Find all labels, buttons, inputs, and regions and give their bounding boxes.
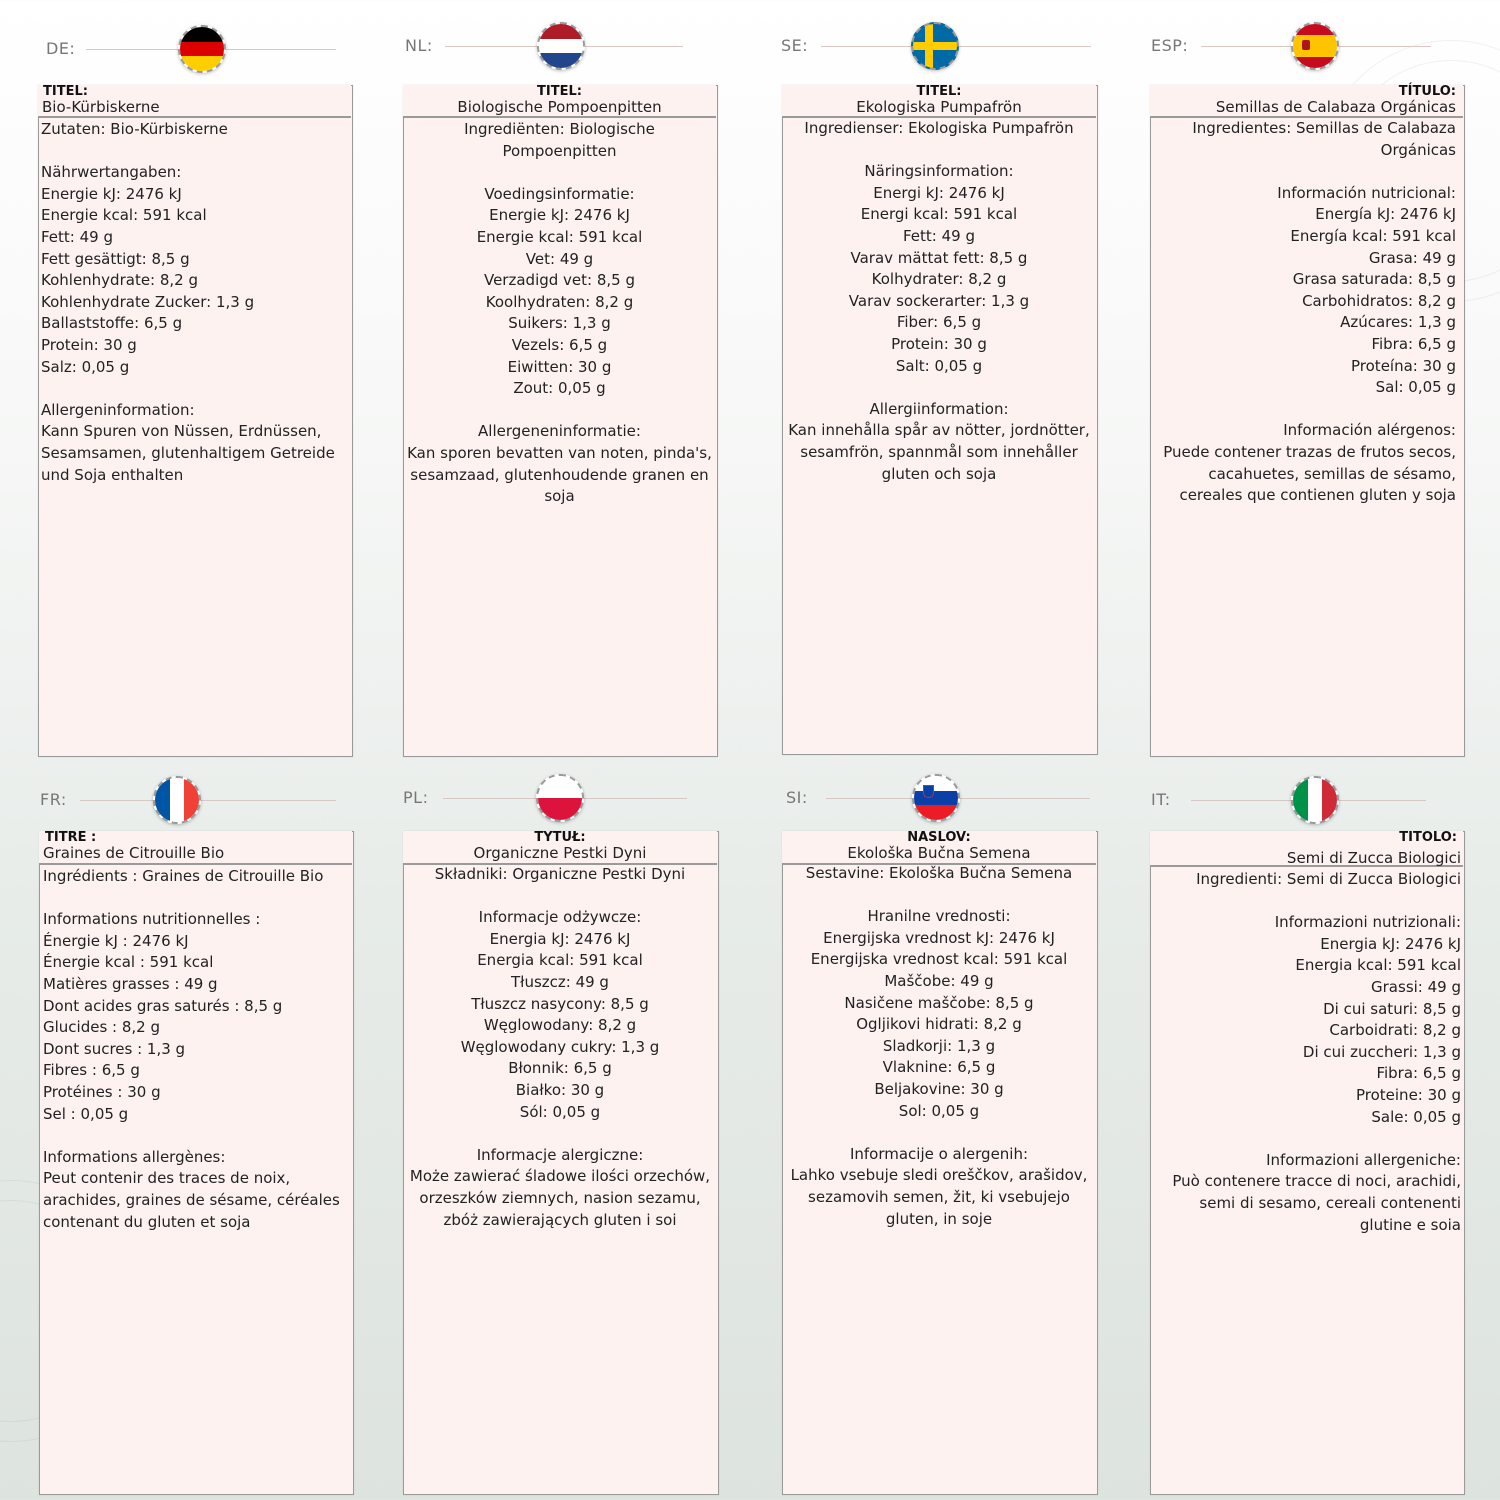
label-text-esp: Ingredientes: Semillas de Calabaza Orgánicas Información nutricional: Energía kJ: 2476 kJ Energía kcal: 591 kcal Grasa: 49 g Grasa saturada: 8,5 g Carbohidratos: 8,2 g Azúcares: 1,3 g Fibra: 6,5 g Proteína: 30 g Sal: 0,05 g Información alérgenos: Puede contener trazas de frutos secos, cacahuetes, semillas de sésamo, cereales que contienen gluten y soja bbox=[1163, 119, 1456, 505]
title-bar-se bbox=[782, 85, 1096, 118]
product-title: Biologische Pompoenpitten bbox=[457, 98, 662, 116]
label-text-fr: Ingrédients : Graines de Citrouille Bio Informations nutritionnelles : Énergie kJ : 2476 kJ Énergie kcal : 591 kcal Matières grasses : 49 g Dont acides gras saturés : 8,5 g Glucides : 8,2 g Dont sucres : 1,3 g Fibres : 6,5 g Protéines : 30 g Sel : 0,05 g Informations allergènes: Peut contenir des traces de noix, arachides, graines de sésame, céréales contenant du gluten et soja bbox=[43, 867, 340, 1231]
lang-header-nl bbox=[405, 20, 683, 72]
title-label: TITOLO: bbox=[1399, 830, 1457, 845]
title-label: TYTUŁ: bbox=[534, 830, 586, 845]
italy-flag-icon bbox=[1291, 776, 1339, 824]
lang-header-se bbox=[781, 20, 1091, 72]
product-title: Ekologiska Pumpafrön bbox=[856, 98, 1022, 116]
lang-header-esp bbox=[1151, 20, 1431, 72]
label-text-pl: Składniki: Organiczne Pestki Dyni Informacje odżywcze: Energia kJ: 2476 kJ Energia kcal: 591 kcal Tłuszcz: 49 g Tłuszcz nasycony: 8,5 g Węglowodany: 8,2 g Węglowodany cukry: 1,3 g Błonnik: 6,5 g Białko: 30 g Sól: 0,05 g Informacje alergiczne: Może zawierać śladowe ilości orzechów, orzeszków ziemnych, nasion sezamu, zbóż zawierających gluten i soi bbox=[409, 865, 711, 1229]
language-code: SI: bbox=[786, 788, 808, 807]
france-flag-icon bbox=[153, 776, 201, 824]
divider-line bbox=[80, 800, 336, 801]
germany-flag-icon bbox=[178, 25, 226, 73]
language-code: IT: bbox=[1151, 790, 1171, 809]
product-title: Semillas de Calabaza Orgánicas bbox=[1215, 98, 1456, 116]
netherlands-flag-icon bbox=[537, 22, 585, 70]
title-label: TITRE : bbox=[45, 830, 97, 845]
slovenia-flag-icon bbox=[912, 774, 960, 822]
title-bar-de bbox=[38, 85, 351, 118]
lang-header-fr bbox=[40, 774, 336, 826]
language-code: PL: bbox=[403, 788, 429, 807]
language-code: NL: bbox=[405, 36, 433, 55]
spain-flag-icon bbox=[1291, 22, 1339, 70]
poland-flag-icon bbox=[536, 774, 584, 822]
title-bar-fr bbox=[39, 831, 352, 865]
lang-header-it bbox=[1151, 774, 1426, 826]
product-title: Bio-Kürbiskerne bbox=[42, 98, 160, 116]
product-title: Organiczne Pestki Dyni bbox=[473, 844, 647, 862]
language-code: DE: bbox=[46, 39, 76, 58]
label-text-it: Ingredienti: Semi di Zucca Biologici Informazioni nutrizionali: Energia kJ: 2476 kJ Energia kcal: 591 kcal Grassi: 49 g Di cui saturi: 8,5 g Carboidrati: 8,2 g Di cui zuccheri: 1,3 g Fibra: 6,5 g Proteine: 30 g Sale: 0,05 g Informazioni allergeniche: Può contenere tracce di noci, arachidi, semi di sesamo, cereali contenenti glutine e soia bbox=[1172, 870, 1461, 1234]
title-label: TITEL: bbox=[537, 84, 582, 99]
product-title: Graines de Citrouille Bio bbox=[43, 844, 225, 862]
title-bar-si bbox=[782, 831, 1096, 865]
title-bar-esp bbox=[1150, 85, 1463, 118]
product-title: Ekološka Bučna Semena bbox=[847, 844, 1031, 862]
title-bar-it bbox=[1150, 831, 1463, 867]
sweden-flag-icon bbox=[911, 22, 959, 70]
language-code: FR: bbox=[40, 790, 67, 809]
lang-header-si bbox=[786, 772, 1090, 824]
title-bar-nl bbox=[403, 85, 716, 118]
title-label: TITEL: bbox=[916, 84, 962, 99]
label-text-de: Zutaten: Bio-Kürbiskerne Nährwertangaben: Energie kJ: 2476 kJ Energie kcal: 591 kcal Fett: 49 g Fett gesättigt: 8,5 g Kohlenhydrate: 8,2 g Kohlenhydrate Zucker: 1,3 g Ballaststoffe: 6,5 g Protein: 30 g Salz: 0,05 g Allergeninformation: Kann Spuren von Nüssen, Erdnüssen, Sesamsamen, glutenhaltigem Getreide und Soja enthalten bbox=[41, 120, 335, 484]
label-text-nl: Ingrediënten: Biologische Pompoenpitten Voedingsinformatie: Energie kJ: 2476 kJ Energie kcal: 591 kcal Vet: 49 g Verzadigd vet: 8,5 g Koolhydraten: 8,2 g Suikers: 1,3 g Vezels: 6,5 g Eiwitten: 30 g Zout: 0,05 g Allergeneninformatie: Kan sporen bevatten van noten, pinda's, sesamzaad, glutenhoudende granen en soja bbox=[407, 120, 712, 506]
language-code: SE: bbox=[781, 36, 809, 55]
label-text-se: Ingredienser: Ekologiska Pumpafrön Näringsinformation: Energi kJ: 2476 kJ Energi kcal: 591 kcal Fett: 49 g Varav mättat fett: 8,5 g Kolhydrater: 8,2 g Varav sockerarter: 1,3 g Fiber: 6,5 g Protein: 30 g Salt: 0,05 g Allergiinformation: Kan innehålla spår av nötter, jordnötter, sesamfrön, spannmål som innehåller gluten och soja bbox=[788, 119, 1090, 483]
title-label: TITEL: bbox=[43, 84, 88, 99]
label-text-si: Sestavine: Ekološka Bučna Semena Hranilne vrednosti: Energijska vrednost kJ: 2476 kJ Energijska vrednost kcal: 591 kcal Maščobe: 49 g Nasičene maščobe: 8,5 g Ogljikovi hidrati: 8,2 g Sladkorji: 1,3 g Vlaknine: 6,5 g Beljakovine: 30 g Sol: 0,05 g Informacije o alergenih: Lahko vsebuje sledi oreščkov, arašidov, sezamovih semen, žit, ki vsebujejo gluten, in soje bbox=[790, 864, 1088, 1228]
title-label: TÍTULO: bbox=[1398, 84, 1456, 99]
lang-header-pl bbox=[403, 772, 687, 824]
language-code: ESP: bbox=[1151, 36, 1189, 55]
title-label: NASLOV: bbox=[907, 830, 971, 845]
product-title: Semi di Zucca Biologici bbox=[1286, 849, 1461, 867]
title-bar-pl bbox=[403, 831, 717, 865]
lang-header-de bbox=[46, 23, 336, 75]
